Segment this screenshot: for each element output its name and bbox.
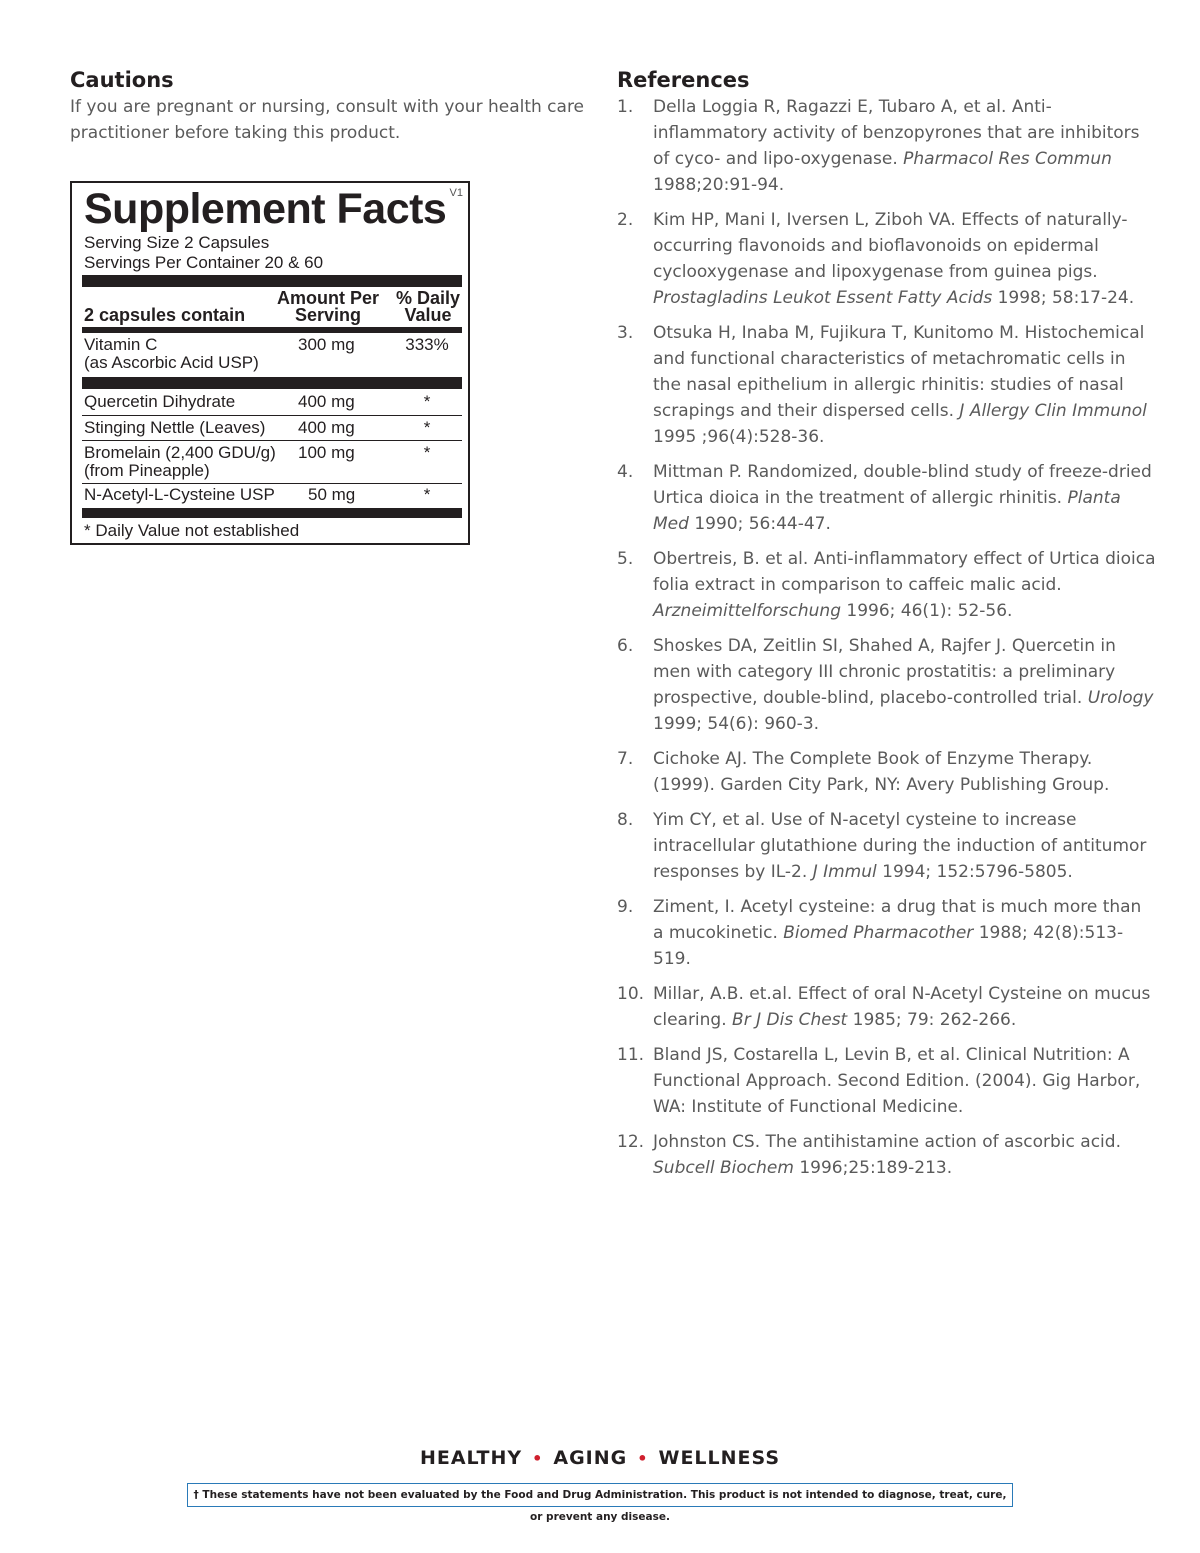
nutrient-subname: (as Ascorbic Acid USP) — [84, 353, 259, 372]
tagline-word: AGING — [553, 1447, 628, 1469]
tagline-word: HEALTHY — [419, 1447, 523, 1469]
reference-volume: 1988; 42(8):513-519. — [653, 923, 1124, 969]
reference-volume: 1998; 58:17-24. — [992, 288, 1135, 308]
reference-citation: Kim HP, Mani I, Iversen L, Ziboh VA. Effects of naturally-occurring flavonoids and bioflavonoids on epidermal cyclooxygenase and lipoxygenase from guinea pigs. — [653, 210, 1128, 282]
reference-volume: 1994; 152:5796-5805. — [876, 862, 1073, 882]
reference-journal: Planta Med — [653, 488, 1121, 534]
reference-number: 3. — [617, 323, 634, 343]
fda-disclaimer: † These statements have not been evaluated by the Food and Drug Administration. This product is not intended to diagnose, treat, cure, or prevent any disease. — [187, 1483, 1013, 1507]
reference-volume: 1999; 54(6): 960-3. — [653, 714, 820, 734]
reference-number: 10. — [617, 984, 645, 1004]
nutrient-name: Vitamin C — [84, 335, 158, 354]
reference-item — [617, 633, 1157, 737]
nutrient-subname: (from Pineapple) — [84, 461, 210, 480]
reference-volume: 1990; 56:44-47. — [688, 514, 831, 534]
row-divider — [82, 483, 462, 484]
reference-item — [617, 746, 1157, 798]
supplement-facts-panel — [70, 181, 470, 545]
reference-number: 5. — [617, 549, 634, 569]
nutrient-daily-value: * — [423, 418, 431, 437]
reference-journal: Subcell Biochem — [653, 1158, 794, 1178]
reference-text — [653, 749, 1109, 795]
separator-dot: • — [532, 1449, 544, 1468]
serving-size: Serving Size 2 Capsules — [84, 233, 270, 252]
thick-divider — [82, 377, 462, 389]
cautions-text: If you are pregnant or nursing, consult with your health care practitioner before taking this product. — [70, 97, 585, 143]
nutrient-amount: 50 mg — [308, 485, 356, 504]
reference-volume: 1995 ;96(4):528-36. — [653, 427, 825, 447]
reference-number: 7. — [617, 749, 634, 769]
reference-number: 9. — [617, 897, 634, 917]
reference-item — [617, 320, 1157, 450]
reference-citation: Yim CY, et al. Use of N-acetyl cysteine to increase intracellular glutathione during the induction of antitumor responses by IL-2. — [653, 810, 1147, 882]
reference-text — [653, 462, 1152, 534]
reference-text — [653, 1045, 1140, 1117]
reference-text — [653, 97, 1140, 195]
header-amount-line1: Amount Per — [276, 288, 379, 308]
reference-item — [617, 1129, 1157, 1181]
reference-volume: 1996; 46(1): 52-56. — [841, 601, 1013, 621]
reference-journal: Prostagladins Leukot Essent Fatty Acids — [653, 288, 993, 308]
reference-journal: J Allergy Clin Immunol — [959, 401, 1147, 421]
reference-item — [617, 1042, 1157, 1120]
nutrient-row-vitamin-c — [84, 336, 259, 372]
header-daily-value — [388, 290, 468, 324]
medium-divider — [82, 327, 462, 333]
header-amount-line2: Serving — [294, 305, 362, 325]
servings-per-container: Servings Per Container 20 & 60 — [84, 253, 324, 272]
thick-divider — [82, 508, 462, 518]
nutrient-amount: 400 mg — [298, 392, 355, 411]
reference-text — [653, 210, 1134, 308]
reference-journal: Urology — [1087, 688, 1154, 708]
nutrient-amount: 100 mg — [298, 443, 355, 462]
reference-citation: Shoskes DA, Zeitlin SI, Shahed A, Rajfer J. Quercetin in men with category III chronic prostatitis: a preliminary prospective, double-blind, placebo-controlled trial. — [653, 636, 1116, 708]
reference-item — [617, 894, 1157, 972]
reference-text — [653, 1132, 1121, 1178]
reference-item — [617, 459, 1157, 537]
reference-item — [617, 207, 1157, 311]
header-dv-line1: % Daily — [395, 288, 461, 308]
reference-citation: Mittman P. Randomized, double-blind study of freeze-dried Urtica dioica in the treatment of allergic rhinitis. — [653, 462, 1152, 508]
reference-item — [617, 981, 1157, 1033]
nutrient-daily-value: * — [423, 392, 431, 411]
reference-journal: Biomed Pharmacother — [783, 923, 974, 943]
thick-divider — [82, 275, 462, 287]
version-label: V1 — [449, 187, 463, 199]
nutrient-row-nac: N-Acetyl-L-Cysteine USP — [84, 485, 275, 504]
daily-value-footnote: * Daily Value not established — [84, 521, 300, 540]
nutrient-daily-value: 333% — [405, 335, 449, 354]
tagline — [0, 1447, 1200, 1469]
nutrient-row-bromelain — [84, 444, 276, 480]
reference-volume: 1985; 79: 262-266. — [847, 1010, 1017, 1030]
reference-citation: Cichoke AJ. The Complete Book of Enzyme Therapy. (1999). Garden City Park, NY: Avery Publishing Group. — [653, 749, 1110, 795]
references-title: References — [617, 68, 750, 92]
reference-journal: J Immul — [812, 862, 877, 882]
reference-number: 8. — [617, 810, 634, 830]
header-contain: 2 capsules contain — [84, 305, 246, 325]
reference-volume: 1996;25:189-213. — [793, 1158, 953, 1178]
reference-number: 4. — [617, 462, 634, 482]
separator-dot: • — [637, 1449, 649, 1468]
tagline-word: WELLNESS — [658, 1447, 781, 1469]
reference-journal: Pharmacol Res Commun — [903, 149, 1112, 169]
nutrient-name: Bromelain (2,400 GDU/g) — [84, 443, 276, 462]
nutrient-row-stinging-nettle: Stinging Nettle (Leaves) — [84, 418, 266, 437]
reference-number: 11. — [617, 1045, 645, 1065]
nutrient-row-quercetin: Quercetin Dihydrate — [84, 392, 236, 411]
reference-citation: Bland JS, Costarella L, Levin B, et al. Clinical Nutrition: A Functional Approach. Second Edition. (2004). Gig Harbor, WA: Institute of Functional Medicine. — [653, 1045, 1141, 1117]
nutrient-daily-value: * — [423, 443, 431, 462]
reference-citation: Otsuka H, Inaba M, Fujikura T, Kunitomo M. Histochemical and functional characteristics of metachromatic cells in the nasal epithelium in allergic rhinitis: studies of nasal scrapings and their dispersed cells. — [653, 323, 1145, 421]
reference-number: 1. — [617, 97, 634, 117]
reference-text — [653, 810, 1146, 882]
reference-number: 2. — [617, 210, 634, 230]
reference-citation: Millar, A.B. et.al. Effect of oral N-Acetyl Cysteine on mucus clearing. — [653, 984, 1151, 1030]
reference-text — [653, 897, 1141, 969]
reference-text — [653, 984, 1150, 1030]
header-amount — [270, 290, 386, 324]
reference-citation: Della Loggia R, Ragazzi E, Tubaro A, et al. Anti-inflammatory activity of benzopyrones that are inhibitors of cyco- and lipo-oxygenase. — [653, 97, 1140, 169]
reference-citation: Obertreis, B. et al. Anti-inflammatory effect of Urtica dioica folia extract in comparison to caffeic malic acid. — [653, 549, 1156, 595]
references-list — [617, 94, 1157, 1190]
reference-journal: Arzneimittelforschung — [653, 601, 841, 621]
reference-volume: 1988;20:91-94. — [653, 175, 785, 195]
cautions-title: Cautions — [70, 68, 174, 92]
header-dv-line2: Value — [404, 305, 452, 325]
reference-item — [617, 546, 1157, 624]
nutrient-amount: 300 mg — [298, 335, 355, 354]
row-divider — [82, 415, 462, 416]
reference-citation: Johnston CS. The antihistamine action of ascorbic acid. — [653, 1132, 1121, 1152]
reference-number: 6. — [617, 636, 634, 656]
reference-journal: Br J Dis Chest — [732, 1010, 848, 1030]
reference-text — [653, 549, 1156, 621]
supplement-facts-title: Supplement Facts — [84, 185, 447, 233]
row-divider — [82, 440, 462, 441]
nutrient-amount: 400 mg — [298, 418, 355, 437]
reference-item — [617, 94, 1157, 198]
reference-item — [617, 807, 1157, 885]
reference-number: 12. — [617, 1132, 645, 1152]
reference-text — [653, 636, 1154, 734]
reference-citation: Ziment, I. Acetyl cysteine: a drug that is much more than a mucokinetic. — [653, 897, 1142, 943]
nutrient-daily-value: * — [423, 485, 431, 504]
reference-text — [653, 323, 1147, 447]
